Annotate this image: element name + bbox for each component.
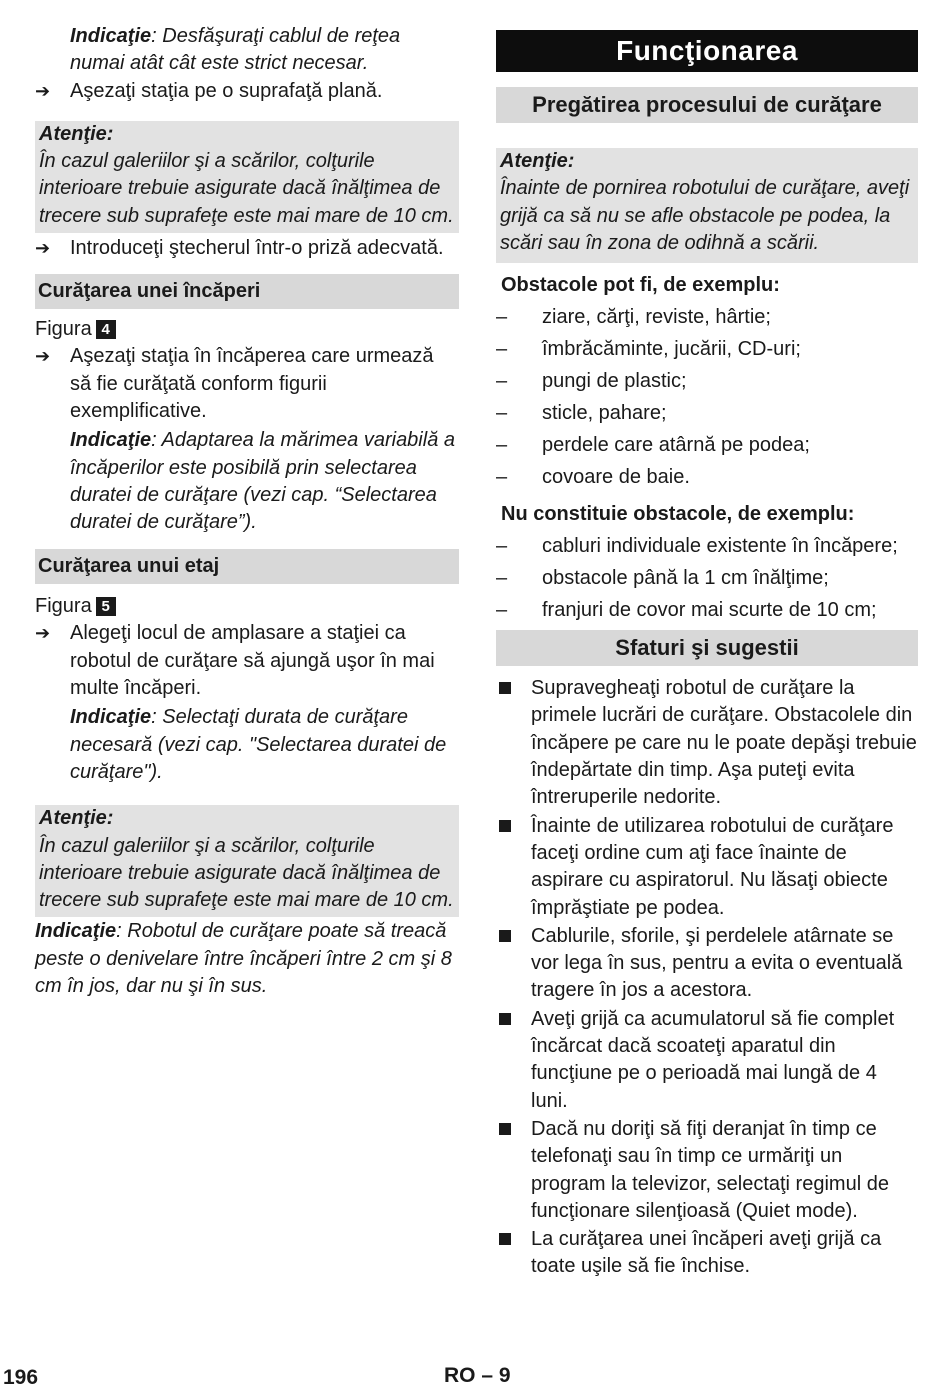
non-obstacles-heading: Nu constituie obstacole, de exemplu: — [501, 503, 855, 526]
final-note — [35, 918, 459, 1000]
section-page-marker — [444, 1364, 511, 1388]
intro-note — [35, 23, 459, 78]
list-item: Dacă nu doriţi să fiţi deranjat în timp ce telefonaţi sau în timp ce urmăriţi un program la televizor, selectaţi regimul de funcţionare silenţioasă (Quiet mode). — [496, 1116, 918, 1225]
non-obstacles-list — [496, 533, 918, 624]
warning-text: În cazul galeriilor şi a scărilor, colţurile interioare trebuie asigurate dacă înălţimea de trecere sub suprafeţe este mai mare de 10 cm. — [39, 150, 454, 227]
final-note-text: : Robotul de curăţare poate să treacă peste o denivelare între încăperi între 2 cm şi 8 cm în jos, dar nu şi în sus. — [35, 920, 452, 998]
floor-note-text: : Selectaţi durata de curăţare necesară (vezi cap. "Selectarea duratei de curăţare"). — [70, 706, 447, 783]
square-bullet-icon — [496, 1116, 531, 1225]
square-bullet-icon — [496, 675, 531, 811]
room-note-label: Indicaţie — [70, 429, 152, 452]
room-cleaning-heading: Curăţarea unei încăperi — [35, 274, 459, 309]
square-bullet-icon — [496, 813, 531, 922]
room-figure-ref — [35, 316, 459, 343]
list-item: – obstacole până la 1 cm înălţime; — [496, 565, 918, 592]
warning-title: Atenţie: — [39, 122, 114, 145]
list-item: – ziare, cărţi, reviste, hârtie; — [496, 304, 918, 331]
arrow-right-icon: ➔ — [35, 346, 51, 367]
room-note — [35, 427, 459, 536]
step-place-flat-text: Aşezaţi staţia pe o suprafaţă plană. — [70, 79, 383, 102]
room-step-text: Aşezaţi staţia în încăperea care urmează să fie curăţată conform figurii exemplificative. — [70, 345, 434, 422]
list-item: Aveţi grijă ca acumulatorul să fie complet încărcat dacă scoateţi aparatul din funcţiune pe o perioadă mai lungă de 4 luni. — [496, 1006, 918, 1115]
warning-title: Atenţie: — [39, 807, 114, 830]
square-bullet-icon — [496, 1006, 531, 1115]
figure-number-badge: 5 — [96, 597, 116, 616]
obstacles-list — [496, 304, 918, 491]
step-place-flat — [35, 78, 459, 105]
step-plug — [35, 235, 459, 262]
arrow-right-icon: ➔ — [35, 238, 51, 259]
dash-marker: – — [496, 370, 508, 393]
page-number: 196 — [3, 1366, 39, 1389]
list-item: – îmbrăcăminte, jucării, CD-uri; — [496, 336, 918, 363]
arrow-right-icon: ➔ — [35, 80, 51, 101]
list-item: – sticle, pahare; — [496, 400, 918, 427]
dash-marker: – — [496, 402, 508, 425]
square-bullet-icon — [496, 923, 531, 1005]
warning-text: În cazul galeriilor şi a scărilor, colţurile interioare trebuie asigurate dacă înălţimea de trecere sub suprafeţe este mai mare de 10 cm. — [39, 834, 454, 912]
warning-box-galleries-2 — [35, 805, 459, 917]
intro-note-text: : Desfăşuraţi cablul de reţea numai atât cât este strict necesar. — [70, 25, 401, 75]
warning-box-obstacles — [496, 148, 918, 263]
list-item: Cablurile, sforile, şi perdelele atârnate se vor lega în sus, pentru a evita o eventuală tragere în jos a acestora. — [496, 923, 918, 1005]
page-title: Funcţionarea — [496, 30, 918, 72]
room-step — [35, 343, 459, 425]
dash-marker: – — [496, 434, 508, 457]
list-item: Înainte de utilizarea robotului de curăţare faceţi ordine cum aţi face înainte de aspirare cu aspiratorul. Nu lăsaţi obiecte împrăştiate pe podea. — [496, 813, 918, 922]
list-item: – pungi de plastic; — [496, 368, 918, 395]
step-plug-text: Introduceţi ştecherul într-o priză adecvată. — [70, 237, 444, 260]
list-item: – covoare de baie. — [496, 464, 918, 491]
floor-cleaning-heading: Curăţarea unui etaj — [35, 549, 459, 584]
floor-figure-ref — [35, 593, 459, 620]
list-item: – cabluri individuale existente în încăpere; — [496, 533, 918, 560]
intro-note-label: Indicaţie — [70, 25, 152, 47]
figure-label: Figura — [35, 595, 92, 618]
final-note-label: Indicaţie — [35, 920, 117, 943]
section-page-number: – 9 — [481, 1364, 511, 1387]
floor-note-label: Indicaţie — [70, 706, 152, 729]
dash-marker: – — [496, 306, 508, 329]
floor-step-text: Alegeţi locul de amplasare a staţiei ca robotul de curăţare să ajungă uşor în mai multe încăperi. — [70, 622, 435, 700]
list-item: La curăţarea unei încăperi aveţi grijă ca toate uşile să fie închise. — [496, 1226, 918, 1281]
warning-title: Atenţie: — [500, 150, 575, 172]
dash-marker: – — [496, 599, 508, 622]
dash-marker: – — [496, 338, 508, 361]
list-item: – perdele care atârnă pe podea; — [496, 432, 918, 459]
dash-marker: – — [496, 535, 508, 558]
prep-heading: Pregătirea procesului de curăţare — [496, 87, 918, 123]
tips-list — [496, 675, 918, 1281]
room-note-text: : Adaptarea la mărimea variabilă a încăperilor este posibilă prin selectarea duratei de curăţare (vezi cap. “Selectarea duratei de curăţare”). — [70, 429, 455, 534]
tips-heading: Sfaturi şi sugestii — [496, 630, 918, 666]
warning-box-galleries — [35, 121, 459, 233]
obstacles-heading: Obstacole pot fi, de exemplu: — [501, 274, 780, 297]
dash-marker: – — [496, 567, 508, 590]
warning-text: Înainte de pornirea robotului de curăţare, aveţi grijă ca să nu se afle obstacole pe podea, la scări sau în zona de odihnă a scării. — [500, 177, 910, 254]
left-column — [35, 0, 459, 1000]
square-bullet-icon — [496, 1226, 531, 1281]
floor-step — [35, 620, 459, 702]
figure-number-badge: 4 — [96, 320, 116, 339]
arrow-right-icon: ➔ — [35, 623, 51, 644]
list-item: Supravegheaţi robotul de curăţare la primele lucrări de curăţare. Obstacolele din încăpere pe care nu le poate depăşi trebuie îndepărtate din timp. Aşa puteţi evita întreruperile nedorite. — [496, 675, 918, 811]
language-code: RO — [444, 1364, 476, 1387]
figure-label: Figura — [35, 318, 92, 341]
list-item: – franjuri de covor mai scurte de 10 cm; — [496, 597, 918, 624]
dash-marker: – — [496, 466, 508, 489]
floor-note — [35, 704, 459, 786]
right-column — [496, 0, 918, 1281]
